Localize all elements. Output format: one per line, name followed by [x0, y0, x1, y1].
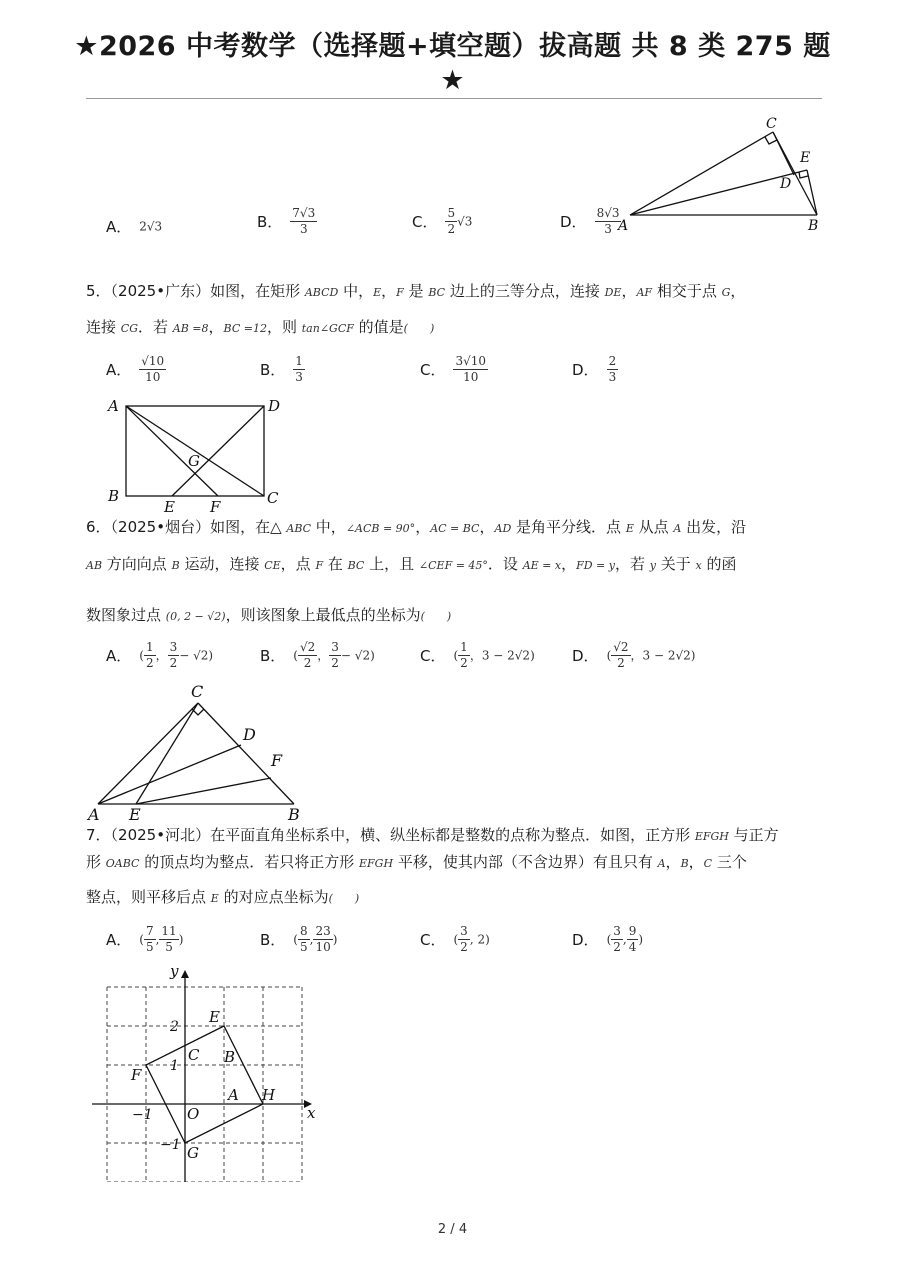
q5-stem [86, 280, 822, 340]
q7-tick-y2: 2 [170, 1019, 179, 1035]
q4-option-c[interactable]: C． $\frac{5}{2}$ √3 [412, 206, 473, 236]
page-number: 2 / 4 [437, 1222, 468, 1237]
q6-label-c: C [191, 682, 204, 701]
q6-seg-ac [98, 703, 198, 804]
q6-option-d[interactable]: D． ( $\frac{√2}{2}$ ，3 − 2√2) [572, 640, 696, 670]
q6-label-a: A [88, 805, 100, 824]
q4-seg-dc [773, 132, 794, 175]
q4-label-a: A [618, 218, 629, 234]
q7-stem-line3: 整点，则平移后点 E 的对应点坐标为( ) [86, 888, 360, 906]
q7-label-b: B [224, 1048, 236, 1066]
q7-tick-y1: 1 [170, 1058, 179, 1074]
q4-label-d: D [780, 176, 792, 192]
q6-stem-line3: 数图象过点 (0, 2 − √2)，则该图象上最低点的坐标为( ) [86, 606, 452, 624]
q4-label-c: C [766, 116, 777, 132]
q6-label-b: B [288, 805, 300, 824]
q5-label-a: A [108, 397, 119, 415]
q7-tick-ym1: −1 [160, 1137, 181, 1153]
q6-stem-line1: 6．（2025•烟台）如图，在△ ABC 中，∠ACB = 90°，AC = BC，AD 是角平分线．点 E 从点 A 出发，沿 [86, 518, 747, 536]
title-star: ★ [440, 65, 465, 96]
q4-seg-ac [630, 132, 773, 215]
q7-label-f: F [131, 1066, 142, 1084]
q7-answer-blank: ( ) [328, 892, 360, 905]
q6-seg-ef [136, 778, 271, 804]
q6-label-e: E [129, 805, 141, 824]
q7-figure [84, 962, 324, 1182]
q7-grid [107, 987, 302, 1182]
q5-stem-line2: 连接 CG．若 AB =8，BC =12，则 tan∠GCF 的值是( ) [86, 318, 435, 336]
q7-label-a: A [228, 1086, 239, 1104]
q7-label-x: x [307, 1104, 316, 1122]
q5-label-b: B [108, 487, 120, 505]
q5-label-c: C [267, 489, 279, 507]
q4-seg-eb [807, 170, 817, 215]
q7-option-c[interactable]: C． ( $\frac{3}{2}$ , 2) [420, 924, 490, 954]
q5-seg-af [126, 406, 218, 496]
q4-right-angle-c [765, 137, 777, 144]
q7-option-b[interactable]: B． ( $\frac{8}{5}$ , $\frac{23}{10}$ ) [260, 924, 338, 954]
q7-y-axis-arrow [181, 970, 189, 978]
q7-label-o: O [187, 1105, 200, 1123]
q7-square-efgh [146, 1026, 263, 1143]
q5-option-c[interactable]: C． $\frac{3√10}{10}$ [420, 354, 487, 384]
q4-label-e: E [800, 150, 811, 166]
q7-stem [86, 824, 822, 910]
q5-label-f: F [210, 498, 221, 516]
q5-label-g: G [188, 452, 200, 470]
q5-label-e: E [164, 498, 175, 516]
q7-label-e: E [209, 1008, 220, 1026]
page-title: ★2026 中考数学（选择题+填空题）拔高题 共 8 类 275 题 [74, 31, 831, 62]
q6-seg-ce [136, 703, 198, 804]
q4-option-b[interactable]: B． $\frac{7√3}{3}$ [257, 206, 316, 236]
q6-seg-ad [98, 745, 241, 804]
q5-answer-blank: ( ) [403, 322, 435, 335]
q6-figure [84, 680, 314, 825]
q4-figure [610, 112, 840, 234]
q4-option-d[interactable]: D． $\frac{8√3}{3}$ [560, 206, 620, 236]
q7-option-a[interactable]: A． ( $\frac{7}{5}$ , $\frac{11}{5}$ ) [106, 924, 184, 954]
q6-right-angle-c [192, 709, 204, 715]
q7-label-g: G [187, 1144, 199, 1162]
q4-option-a[interactable]: A． 2√3 [106, 217, 163, 236]
q6-stem [86, 516, 822, 628]
q6-label-f: F [271, 751, 283, 770]
q5-label-d: D [268, 397, 281, 415]
q7-stem-line1: 7．（2025•河北）在平面直角坐标系中，横、纵坐标都是整数的点称为整点．如图，正方形 EFGH 与正方 [86, 826, 779, 844]
q5-option-d[interactable]: D． $\frac{2}{3}$ [572, 354, 617, 384]
title-divider [86, 98, 822, 99]
q7-tick-xm1: −1 [132, 1107, 153, 1123]
q4-right-angle-e [799, 172, 808, 178]
q5-option-b[interactable]: B． $\frac{1}{3}$ [260, 354, 303, 384]
q7-label-y: y [170, 962, 179, 980]
q6-stem-line2: AB 方向向点 B 运动，连接 CE，点 F 在 BC 上，且 ∠CEF = 45°．设 AE = x，FD = y，若 y 关于 x 的函 [86, 555, 737, 573]
q7-option-d[interactable]: D． ( $\frac{3}{2}$ , $\frac{9}{4}$ ) [572, 924, 644, 954]
q6-option-b[interactable]: B． ( $\frac{√2}{2}$ ， $\frac{3}{2}$ − √2) [260, 640, 375, 670]
q5-stem-line1: 5．（2025•广东）如图，在矩形 ABCD 中，E，F 是 BC 边上的三等分点，连接 DE，AF 相交于点 G， [86, 282, 746, 300]
q7-stem-line2: 形 OABC 的顶点均为整点．若只将正方形 EFGH 平移，使其内部（不含边界）有且只有 A，B，C 三个 [86, 853, 747, 871]
q6-option-a[interactable]: A． ( $\frac{1}{2}$ ， $\frac{3}{2}$ − √2) [106, 640, 214, 670]
q6-answer-blank: ( ) [420, 610, 452, 623]
q5-seg-de [172, 406, 264, 496]
q6-label-d: D [243, 725, 256, 744]
q7-label-c: C [188, 1046, 200, 1064]
q5-seg-ac [126, 406, 264, 496]
q5-option-a[interactable]: A． $\frac{√10}{10}$ [106, 354, 165, 384]
q7-label-h: H [262, 1086, 276, 1104]
q6-option-c[interactable]: C． ( $\frac{1}{2}$ ，3 − 2√2) [420, 640, 535, 670]
q5-figure [100, 394, 300, 516]
q4-label-b: B [808, 218, 819, 234]
